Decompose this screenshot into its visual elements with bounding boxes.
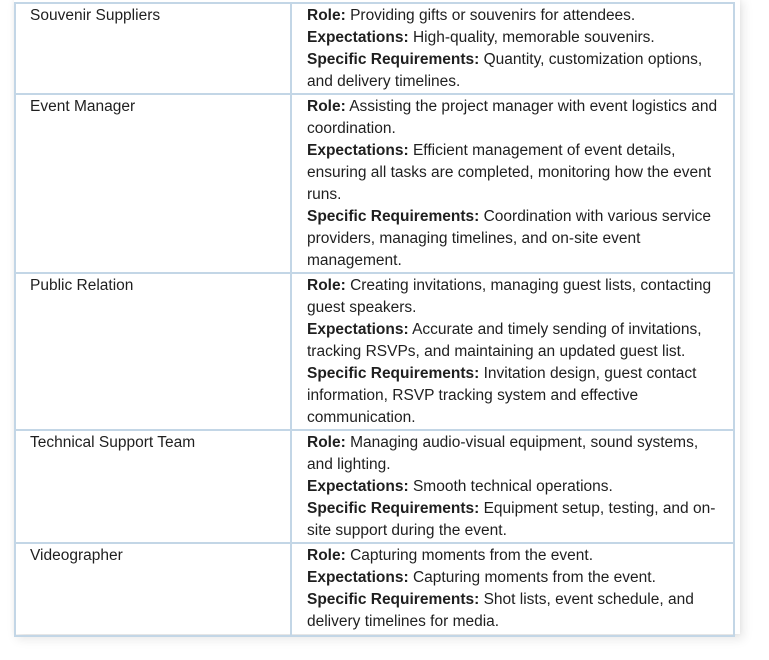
expectations-label: Expectations:: [307, 142, 409, 159]
requirements-label: Specific Requirements:: [307, 500, 480, 517]
role-text: Assisting the project manager with event logistics and coordination.: [307, 98, 718, 137]
role-label: Role:: [307, 547, 346, 564]
stakeholder-name: Public Relation: [15, 273, 291, 430]
role-text: Creating invitations, managing guest lists, contacting guest speakers.: [307, 277, 712, 316]
expectations-line: [307, 567, 727, 589]
requirements-line: [307, 206, 727, 272]
requirements-line: [307, 49, 727, 93]
stakeholder-name: Videographer: [15, 543, 291, 636]
stakeholder-name: Event Manager: [15, 94, 291, 273]
expectations-label: Expectations:: [307, 478, 409, 495]
role-label: Role:: [307, 434, 346, 451]
requirements-label: Specific Requirements:: [307, 365, 480, 382]
role-label: Role:: [307, 277, 346, 294]
expectations-label: Expectations:: [307, 321, 409, 338]
expectations-text: Accurate and timely sending of invitations, tracking RSVPs, and maintaining an updated guest list.: [307, 321, 702, 360]
stakeholder-details: [291, 94, 734, 273]
table-row: [15, 3, 734, 94]
expectations-line: [307, 140, 727, 206]
requirements-label: Specific Requirements:: [307, 208, 480, 225]
requirements-line: [307, 363, 727, 429]
stakeholder-roles-table: [14, 2, 735, 637]
role-line: [307, 5, 727, 27]
expectations-label: Expectations:: [307, 29, 409, 46]
requirements-line: [307, 498, 727, 542]
role-text: Capturing moments from the event.: [350, 547, 594, 564]
stakeholder-details: [291, 543, 734, 636]
role-label: Role:: [307, 98, 346, 115]
expectations-text: High-quality, memorable souvenirs.: [412, 29, 655, 46]
stakeholder-details: [291, 273, 734, 430]
role-label: Role:: [307, 7, 346, 24]
expectations-line: [307, 319, 727, 363]
role-line: [307, 275, 727, 319]
expectations-line: [307, 476, 727, 498]
expectations-line: [307, 27, 727, 49]
expectations-label: Expectations:: [307, 569, 409, 586]
requirements-text: Shot lists, event schedule, and delivery timelines for media.: [307, 591, 694, 630]
role-line: [307, 432, 727, 476]
role-line: [307, 96, 727, 140]
role-text: Providing gifts or souvenirs for attendees.: [350, 7, 636, 24]
expectations-text: Smooth technical operations.: [412, 478, 613, 495]
role-text: Managing audio-visual equipment, sound systems, and lighting.: [307, 434, 699, 473]
stakeholder-name: Souvenir Suppliers: [15, 3, 291, 94]
table-row: [15, 94, 734, 273]
table-row: [15, 430, 734, 543]
requirements-label: Specific Requirements:: [307, 51, 480, 68]
requirements-line: [307, 589, 727, 633]
table-row: [15, 273, 734, 430]
stakeholder-name: Technical Support Team: [15, 430, 291, 543]
table-row: [15, 543, 734, 636]
stakeholder-details: [291, 3, 734, 94]
stakeholder-details: [291, 430, 734, 543]
requirements-label: Specific Requirements:: [307, 591, 480, 608]
requirements-text: Quantity, customization options, and delivery timelines.: [307, 51, 703, 90]
expectations-text: Efficient management of event details, ensuring all tasks are completed, monitoring how the event runs.: [307, 142, 712, 203]
expectations-text: Capturing moments from the event.: [412, 569, 656, 586]
role-line: [307, 545, 727, 567]
requirements-text: Coordination with various service providers, managing timelines, and on-site event management.: [307, 208, 712, 269]
requirements-text: Equipment setup, testing, and on-site support during the event.: [307, 500, 716, 539]
requirements-text: Invitation design, guest contact information, RSVP tracking system and effective communication.: [307, 365, 697, 426]
